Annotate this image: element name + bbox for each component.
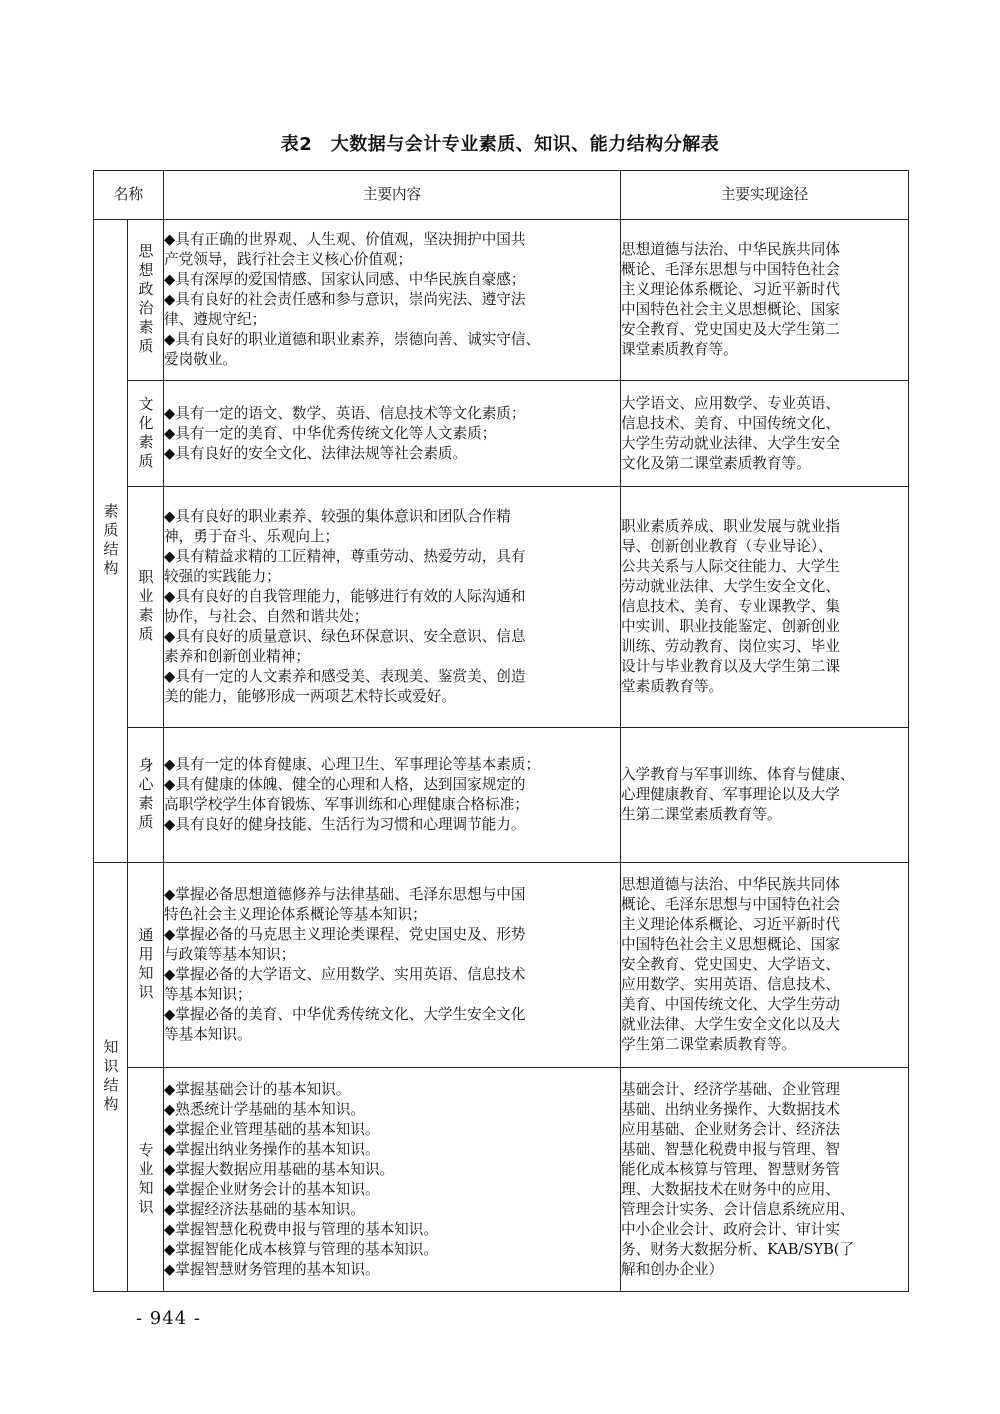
content-line: 律、遵规守纪； (164, 311, 267, 328)
table-row (94, 1068, 909, 1292)
route-line: 文化及第二课堂素质教育等。 (621, 454, 811, 472)
subcategory-cell (128, 381, 164, 487)
route-line: 务、财务大数据分析、KAB/SYB(了 (621, 1240, 855, 1258)
route-line: 基础会计、经济学基础、企业管理 (621, 1080, 840, 1098)
content-line: ◆具有深厚的爱国情感、国家认同感、中华民族自豪感； (164, 271, 526, 288)
route-line: 主义理论体系概论、习近平新时代 (621, 916, 840, 933)
content-line: ◆掌握必备的美育、中华优秀传统文化、大学生安全文化 (164, 1006, 526, 1023)
route-line: 堂素质教育等。 (621, 678, 724, 695)
route-cell (621, 863, 909, 1068)
content-line: 爱岗敬业。 (164, 351, 237, 368)
route-line: 应用基础、企业财务会计、经济法 (621, 1120, 840, 1138)
route-line: 就业法律、大学生安全文化以及大 (621, 1016, 840, 1033)
route-line: 大学语文、应用数学、专业英语、 (621, 394, 840, 412)
table-row (94, 381, 909, 487)
table-header-row (94, 171, 909, 220)
subcategory-cell (128, 487, 164, 728)
route-line: 美育、中国传统文化、大学生劳动 (621, 996, 840, 1013)
content-line: ◆具有良好的职业素养、较强的集体意识和团队合作精 (164, 508, 511, 525)
content-cell (164, 728, 621, 863)
table-row (94, 487, 909, 728)
route-line: 生第二课堂素质教育等。 (621, 806, 782, 823)
route-line: 中国特色社会主义思想概论、国家 (621, 301, 840, 318)
content-cell (164, 381, 621, 487)
subcategory-cell (128, 220, 164, 381)
table-row (94, 220, 909, 381)
header-name: 名称 (94, 171, 164, 220)
content-line: ◆具有一定的语文、数学、英语、信息技术等文化素质； (164, 404, 526, 422)
content-line: 较强的实践能力； (164, 568, 281, 585)
content-cell (164, 1068, 621, 1292)
header-content: 主要内容 (164, 171, 621, 220)
content-line: 神，勇于奋斗、乐观向上； (164, 528, 340, 545)
content-line: ◆具有一定的美育、中华优秀传统文化等人文素质； (164, 424, 497, 442)
structure-table (93, 170, 909, 1292)
route-line: 信息技术、美育、中国传统文化、 (621, 414, 840, 432)
content-line: ◆掌握必备的大学语文、应用数学、实用英语、信息技术 (164, 966, 526, 983)
route-cell (621, 487, 909, 728)
content-line: ◆具有良好的自我管理能力，能够进行有效的人际沟通和 (164, 588, 526, 605)
subcategory-label: 身心素质 (136, 757, 155, 833)
route-line: 课堂素质教育等。 (621, 341, 738, 358)
route-line: 中实训、职业技能鉴定、创新创业 (621, 618, 840, 635)
route-line: 基础、出纳业务操作、大数据技术 (621, 1100, 840, 1118)
content-line: 协作，与社会、自然和谐共处； (164, 608, 369, 625)
category-cell (94, 863, 128, 1292)
content-line: 高职学校学生体育锻炼、军事训练和心理健康合格标准； (164, 796, 529, 813)
route-line: 公共关系与人际交往能力、大学生 (621, 558, 840, 575)
content-line: ◆掌握出纳业务操作的基本知识。 (164, 1140, 380, 1158)
route-line: 概论、毛泽东思想与中国特色社会 (621, 261, 840, 278)
route-line: 安全教育、党史国史及大学生第二 (621, 321, 840, 338)
route-line: 导、创新创业教育（专业导论）、 (621, 538, 833, 555)
content-line: ◆具有良好的安全文化、法律法规等社会素质。 (164, 444, 468, 462)
content-cell (164, 863, 621, 1068)
route-line: 职业素质养成、职业发展与就业指 (621, 518, 840, 535)
content-cell (164, 487, 621, 728)
content-line: ◆具有良好的健身技能、生活行为习惯和心理调节能力。 (164, 816, 526, 833)
route-line: 大学生劳动就业法律、大学生安全 (621, 434, 840, 452)
subcategory-label: 通用知识 (136, 927, 155, 1003)
subcategory-cell (128, 1068, 164, 1292)
route-line: 能化成本核算与管理、智慧财务管 (621, 1160, 840, 1178)
route-line: 解和创办企业） (621, 1260, 724, 1278)
page-title: 表2 大数据与会计专业素质、知识、能力结构分解表 (280, 134, 720, 155)
category-label: 知识结构 (101, 1039, 120, 1115)
route-line: 心理健康教育、军事理论以及大学 (621, 786, 840, 803)
route-line: 训练、劳动教育、岗位实习、毕业 (621, 638, 840, 655)
route-line: 思想道德与法治、中华民族共同体 (621, 241, 840, 258)
content-line: 素养和创新创业精神； (164, 648, 310, 665)
route-line: 劳动就业法律、大学生安全文化、 (621, 578, 840, 595)
route-line: 中小企业会计、政府会计、审计实 (621, 1220, 840, 1238)
route-line: 应用数学、实用英语、信息技术、 (621, 976, 840, 993)
subcategory-label: 文化素质 (136, 395, 155, 472)
subcategory-cell (128, 728, 164, 863)
content-line: ◆掌握智慧财务管理的基本知识。 (164, 1260, 380, 1278)
route-line: 学生第二课堂素质教育等。 (621, 1036, 797, 1053)
route-cell (621, 381, 909, 487)
content-line: ◆具有一定的人文素养和感受美、表现美、鉴赏美、创造 (164, 668, 526, 685)
route-line: 信息技术、美育、专业课教学、集 (621, 598, 840, 615)
route-line: 管理会计实务、会计信息系统应用、 (621, 1200, 855, 1218)
content-line: 特色社会主义理论体系概论等基本知识； (164, 906, 427, 923)
content-line: ◆掌握基础会计的基本知识。 (164, 1080, 351, 1098)
route-line: 理、大数据技术在财务中的应用、 (621, 1180, 840, 1198)
subcategory-cell (128, 863, 164, 1068)
content-line: ◆具有良好的职业道德和职业素养，崇德向善、诚实守信、 (164, 331, 541, 348)
content-line: ◆掌握必备思想道德修养与法律基础、毛泽东思想与中国 (164, 886, 526, 903)
content-line: ◆具有正确的世界观、人生观、价值观，坚决拥护中国共 (164, 231, 526, 248)
content-line: ◆掌握企业管理基础的基本知识。 (164, 1120, 380, 1138)
subcategory-label: 专业知识 (136, 1141, 155, 1218)
route-line: 设计与毕业教育以及大学生第二课 (621, 658, 840, 675)
content-line: ◆具有健康的体魄、健全的心理和人格，达到国家规定的 (164, 776, 526, 793)
content-line: ◆掌握智能化成本核算与管理的基本知识。 (164, 1240, 438, 1258)
page-number: - 944 - (136, 1308, 201, 1329)
header-route: 主要实现途径 (621, 171, 909, 220)
category-cell (94, 220, 128, 863)
content-line: 等基本知识； (164, 986, 252, 1003)
route-line: 入学教育与军事训练、体育与健康、 (621, 766, 855, 783)
content-line: ◆具有一定的体育健康、心理卫生、军事理论等基本素质； (164, 756, 541, 773)
content-line: ◆具有良好的质量意识、绿色环保意识、安全意识、信息 (164, 628, 526, 645)
content-line: 产党领导，践行社会主义核心价值观； (164, 251, 413, 268)
table-row (94, 863, 909, 1068)
route-line: 安全教育、党史国史、大学语文、 (621, 956, 840, 973)
route-line: 概论、毛泽东思想与中国特色社会 (621, 896, 840, 913)
route-line: 基础、智慧化税费申报与管理、智 (621, 1140, 840, 1158)
route-cell (621, 728, 909, 863)
subcategory-label: 思想政治素质 (136, 243, 155, 357)
content-line: 美的能力，能够形成一两项艺术特长或爱好。 (164, 688, 456, 705)
table-row (94, 728, 909, 863)
table-body (94, 220, 909, 1292)
content-line: 等基本知识。 (164, 1026, 252, 1043)
content-line: ◆掌握必备的马克思主义理论类课程、党史国史及、形势 (164, 926, 526, 943)
content-cell (164, 220, 621, 381)
content-line: ◆掌握大数据应用基础的基本知识。 (164, 1160, 395, 1178)
content-line: ◆熟悉统计学基础的基本知识。 (164, 1100, 365, 1118)
content-line: ◆具有良好的社会责任感和参与意识，崇尚宪法、遵守法 (164, 291, 526, 308)
content-line: ◆掌握智慧化税费申报与管理的基本知识。 (164, 1220, 438, 1238)
category-label: 素质结构 (101, 503, 120, 579)
content-line: ◆具有精益求精的工匠精神，尊重劳动、热爱劳动，具有 (164, 548, 526, 565)
content-line: ◆掌握经济法基础的基本知识。 (164, 1200, 365, 1218)
route-line: 思想道德与法治、中华民族共同体 (621, 876, 840, 893)
route-cell (621, 220, 909, 381)
route-line: 中国特色社会主义思想概论、国家 (621, 936, 840, 953)
content-line: 与政策等基本知识； (164, 946, 296, 963)
route-cell (621, 1068, 909, 1292)
content-line: ◆掌握企业财务会计的基本知识。 (164, 1180, 380, 1198)
route-line: 主义理论体系概论、习近平新时代 (621, 281, 840, 298)
subcategory-label: 职业素质 (136, 569, 155, 645)
